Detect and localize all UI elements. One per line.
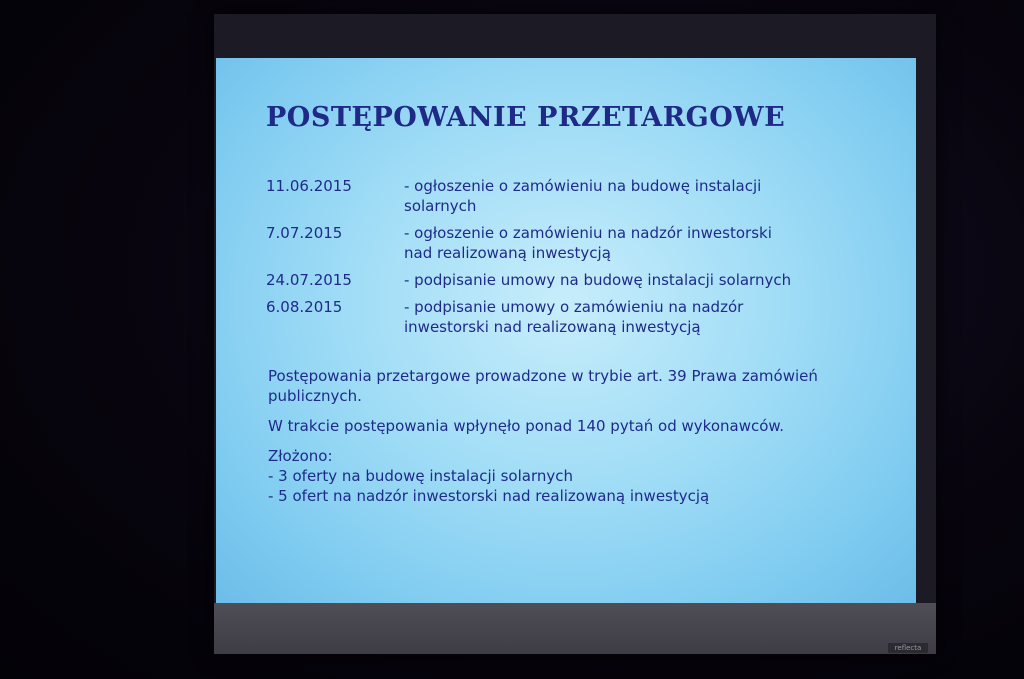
submitted-list [268, 466, 868, 506]
submitted-item: - 5 ofert na nadzór inwestorski nad realizowaną inwestycją [268, 487, 710, 505]
timeline-entry [266, 176, 866, 216]
entry-date: 6.08.2015 [266, 298, 343, 316]
submitted-item: - 3 oferty na budowę instalacji solarnych [268, 467, 573, 485]
slide-title: POSTĘPOWANIE PRZETARGOWE [266, 102, 786, 133]
slide-body [268, 366, 868, 506]
entry-date: 11.06.2015 [266, 177, 352, 195]
screen-bottom-band [214, 603, 936, 654]
submitted-heading: Złożono: [268, 447, 333, 465]
projected-slide [216, 58, 916, 603]
timeline-list [266, 176, 866, 344]
entry-text: - ogłoszenie o zamówieniu na budowę instalacji solarnych [404, 177, 762, 215]
timeline-entry [266, 297, 866, 337]
watermark-logo: reflecta [888, 643, 928, 653]
procedure-mode-paragraph: Postępowania przetargowe prowadzone w trybie art. 39 Prawa zamówień publicznych. [268, 367, 818, 405]
timeline-entry [266, 223, 866, 263]
entry-text: - podpisanie umowy o zamówieniu na nadzór inwestorski nad realizowaną inwestycją [404, 298, 744, 336]
questions-paragraph: W trakcie postępowania wpłynęło ponad 140 pytań od wykonawców. [268, 417, 785, 435]
entry-date: 7.07.2015 [266, 224, 343, 242]
entry-text: - podpisanie umowy na budowę instalacji solarnych [404, 271, 792, 289]
timeline-entry [266, 270, 866, 290]
submitted-offers [268, 446, 868, 506]
entry-date: 24.07.2015 [266, 271, 352, 289]
entry-text: - ogłoszenie o zamówieniu na nadzór inwestorski nad realizowaną inwestycją [404, 224, 772, 262]
